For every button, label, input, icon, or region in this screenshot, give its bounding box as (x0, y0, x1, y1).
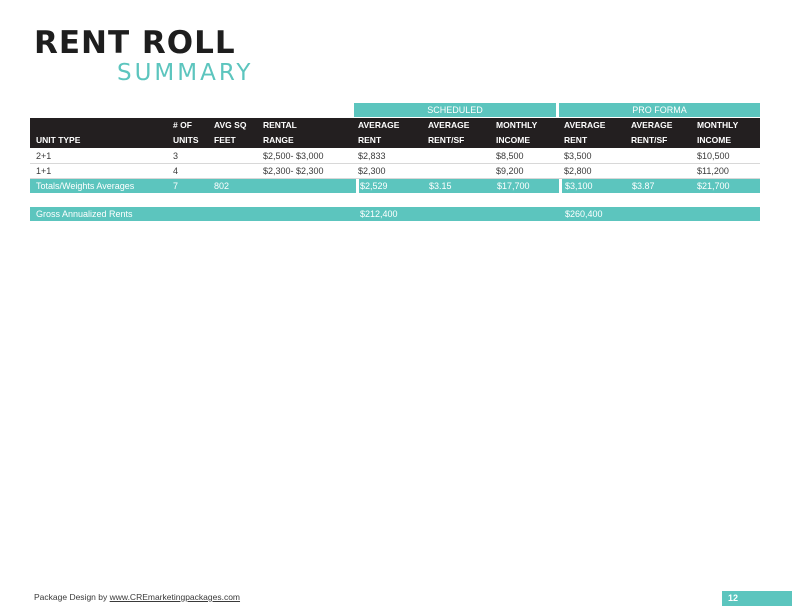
footer-credit (34, 592, 240, 602)
header-num-units-line1: # OF (173, 120, 192, 130)
cell-num-units: 3 (173, 151, 179, 161)
header-pf-avg-rent-sf-line2: RENT/SF (631, 135, 668, 145)
header-num-units-line2: UNITS (173, 135, 199, 145)
gross-annualized-rents-row (30, 207, 760, 221)
totals-sched-avg-rent: $2,529 (360, 181, 388, 191)
header-sched-avg-rent-sf-line1: AVERAGE (428, 120, 470, 130)
pro-forma-group-header: PRO FORMA (559, 103, 760, 117)
totals-sched-avg-rent-sf: $3.15 (429, 181, 452, 191)
cell-rental-range: $2,300- $2,300 (263, 166, 324, 176)
gross-pro-forma-value: $260,400 (565, 209, 603, 219)
header-rental-range-line2: RANGE (263, 135, 294, 145)
cell-pf-monthly-income: $10,500 (697, 151, 730, 161)
header-pf-monthly-income-line1: MONTHLY (697, 120, 739, 130)
totals-sched-monthly-income: $17,700 (497, 181, 530, 191)
totals-pf-monthly-income: $21,700 (697, 181, 730, 191)
header-avg-sq-line2: FEET (214, 135, 236, 145)
footer-link[interactable]: www.CREmarketingpackages.com (109, 592, 241, 602)
page-title: RENT ROLL (34, 25, 236, 61)
page-number: 12 (722, 591, 792, 606)
table-row (30, 149, 760, 163)
footer-prefix: Package Design by (34, 592, 108, 602)
table-row (30, 164, 760, 178)
header-sched-avg-rent-line1: AVERAGE (358, 120, 400, 130)
totals-avg-sq-feet: 802 (214, 181, 230, 191)
header-sched-monthly-income-line2: INCOME (496, 135, 530, 145)
cell-pf-avg-rent: $2,800 (564, 166, 592, 176)
cell-num-units: 4 (173, 166, 179, 176)
header-pf-avg-rent-sf-line1: AVERAGE (631, 120, 673, 130)
cell-pf-avg-rent: $3,500 (564, 151, 592, 161)
gross-scheduled-value: $212,400 (360, 209, 398, 219)
cell-pf-monthly-income: $11,200 (697, 166, 729, 176)
header-unit-type: UNIT TYPE (36, 135, 81, 145)
cell-sched-avg-rent: $2,300 (358, 166, 386, 176)
cell-sched-monthly-income: $8,500 (496, 151, 524, 161)
table-header (30, 118, 760, 148)
header-sched-monthly-income-line1: MONTHLY (496, 120, 538, 130)
cell-unit-type: 1+1 (36, 166, 52, 176)
header-avg-sq-line1: AVG SQ (214, 120, 247, 130)
header-pf-monthly-income-line2: INCOME (697, 135, 731, 145)
cell-sched-monthly-income: $9,200 (496, 166, 524, 176)
page-subtitle: SUMMARY (117, 60, 254, 86)
cell-rental-range: $2,500- $3,000 (263, 151, 324, 161)
gross-label: Gross Annualized Rents (36, 209, 133, 219)
header-pf-avg-rent-line1: AVERAGE (564, 120, 606, 130)
totals-pf-avg-rent-sf: $3.87 (632, 181, 655, 191)
cell-sched-avg-rent: $2,833 (358, 151, 386, 161)
totals-label: Totals/Weights Averages (36, 181, 135, 191)
totals-row (30, 179, 760, 193)
scheduled-group-header: SCHEDULED (354, 103, 556, 117)
header-rental-range-line1: RENTAL (263, 120, 297, 130)
header-sched-avg-rent-line2: RENT (358, 135, 382, 145)
totals-pf-avg-rent: $3,100 (565, 181, 593, 191)
totals-num-units: 7 (173, 181, 179, 191)
cell-unit-type: 2+1 (36, 151, 52, 161)
header-sched-avg-rent-sf-line2: RENT/SF (428, 135, 465, 145)
header-pf-avg-rent-line2: RENT (564, 135, 588, 145)
